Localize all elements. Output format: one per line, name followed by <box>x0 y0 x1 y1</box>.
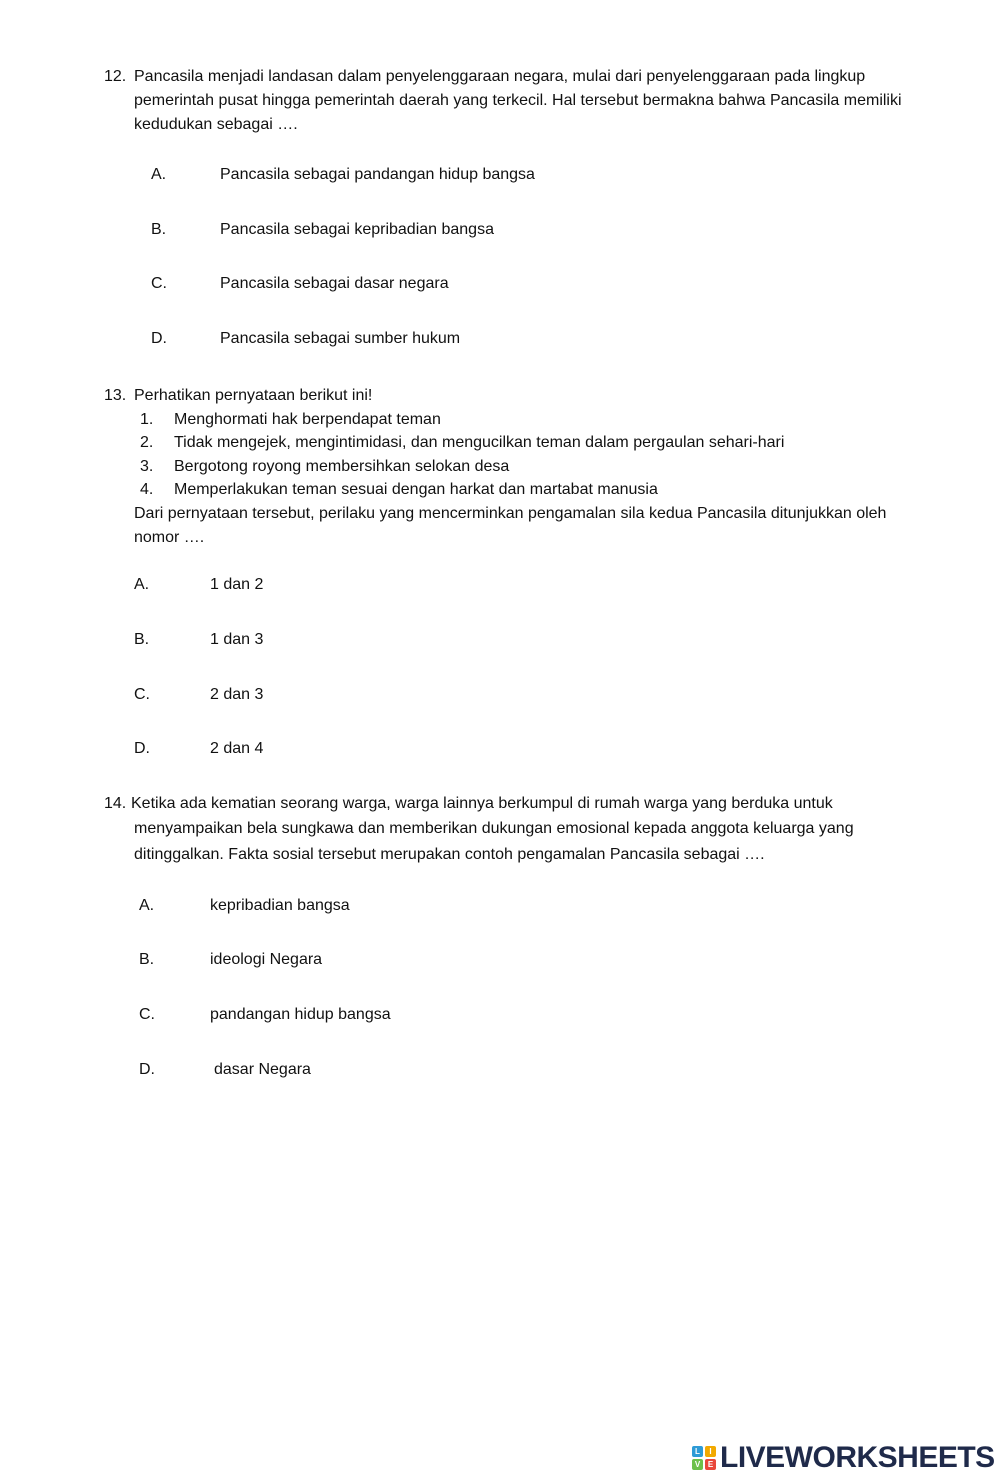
statement-number: 1. <box>140 411 154 428</box>
question-number: 13. <box>104 387 127 404</box>
option-letter: A. <box>139 897 155 914</box>
question-text-line: Pancasila menjadi landasan dalam penyelenggaraan negara, mulai dari penyelenggaraan pada lingkup <box>134 68 866 85</box>
option-letter: C. <box>151 275 167 292</box>
question-text-line: pemerintah pusat hingga pemerintah daerah yang terkecil. Hal tersebut bermakna bahwa Pancasila memiliki <box>134 92 902 109</box>
option-letter: B. <box>134 631 150 648</box>
logo-wordmark: LIVEWORKSHEETS <box>720 1441 995 1474</box>
statement-text: Bergotong royong membersihkan selokan desa <box>174 458 510 475</box>
question-number: 12. <box>104 68 127 85</box>
option-text: 1 dan 2 <box>210 576 264 593</box>
option-letter: C. <box>134 686 150 703</box>
statement-number: 2. <box>140 434 154 451</box>
option-letter: B. <box>151 221 167 238</box>
option-text: Pancasila sebagai dasar negara <box>220 275 449 292</box>
option-text: Pancasila sebagai pandangan hidup bangsa <box>220 166 535 183</box>
option-letter: A. <box>151 166 167 183</box>
question-text-line: kedudukan sebagai …. <box>134 116 298 133</box>
option-text: Pancasila sebagai sumber hukum <box>220 330 461 347</box>
option-text: kepribadian bangsa <box>210 897 350 914</box>
question-text-line: nomor …. <box>134 529 205 546</box>
logo-mark-tile: E <box>705 1459 716 1470</box>
option-letter: C. <box>139 1006 155 1023</box>
question-text-line: Dari pernyataan tersebut, perilaku yang mencerminkan pengamalan sila kedua Pancasila ditunjukkan oleh <box>134 505 887 522</box>
option-text: 2 dan 3 <box>210 686 264 703</box>
question-intro: Perhatikan pernyataan berikut ini! <box>134 387 373 404</box>
option-letter: A. <box>134 576 150 593</box>
logo-mark-tile: I <box>705 1446 716 1457</box>
question-number: 14. <box>104 795 127 812</box>
statement-number: 3. <box>140 458 154 475</box>
statement-number: 4. <box>140 481 154 498</box>
option-text: 2 dan 4 <box>210 740 264 757</box>
option-text: pandangan hidup bangsa <box>210 1006 391 1023</box>
question-text-line: menyampaikan bela sungkawa dan memberikan dukungan emosional kepada anggota keluarga yang <box>134 820 854 837</box>
option-letter: D. <box>139 1061 155 1078</box>
statement-text: Memperlakukan teman sesuai dengan harkat dan martabat manusia <box>174 481 658 498</box>
question-text-line: ditinggalkan. Fakta sosial tersebut merupakan contoh pengamalan Pancasila sebagai …. <box>134 846 765 863</box>
logo-mark-tile: L <box>692 1446 703 1457</box>
question-text-line: Ketika ada kematian seorang warga, warga lainnya berkumpul di rumah warga yang berduka untuk <box>131 795 833 812</box>
option-text: dasar Negara <box>214 1061 311 1078</box>
option-letter: D. <box>134 740 150 757</box>
liveworksheets-logo-icon <box>692 1446 716 1470</box>
option-letter: B. <box>139 951 155 968</box>
option-text: 1 dan 3 <box>210 631 264 648</box>
option-letter: D. <box>151 330 167 347</box>
option-text: ideologi Negara <box>210 951 323 968</box>
statement-text: Tidak mengejek, mengintimidasi, dan mengucilkan teman dalam pergaulan sehari-hari <box>174 434 785 451</box>
option-text: Pancasila sebagai kepribadian bangsa <box>220 221 494 238</box>
statement-text: Menghormati hak berpendapat teman <box>174 411 441 428</box>
logo-mark-tile: V <box>692 1459 703 1470</box>
liveworksheets-logo <box>692 1440 995 1476</box>
